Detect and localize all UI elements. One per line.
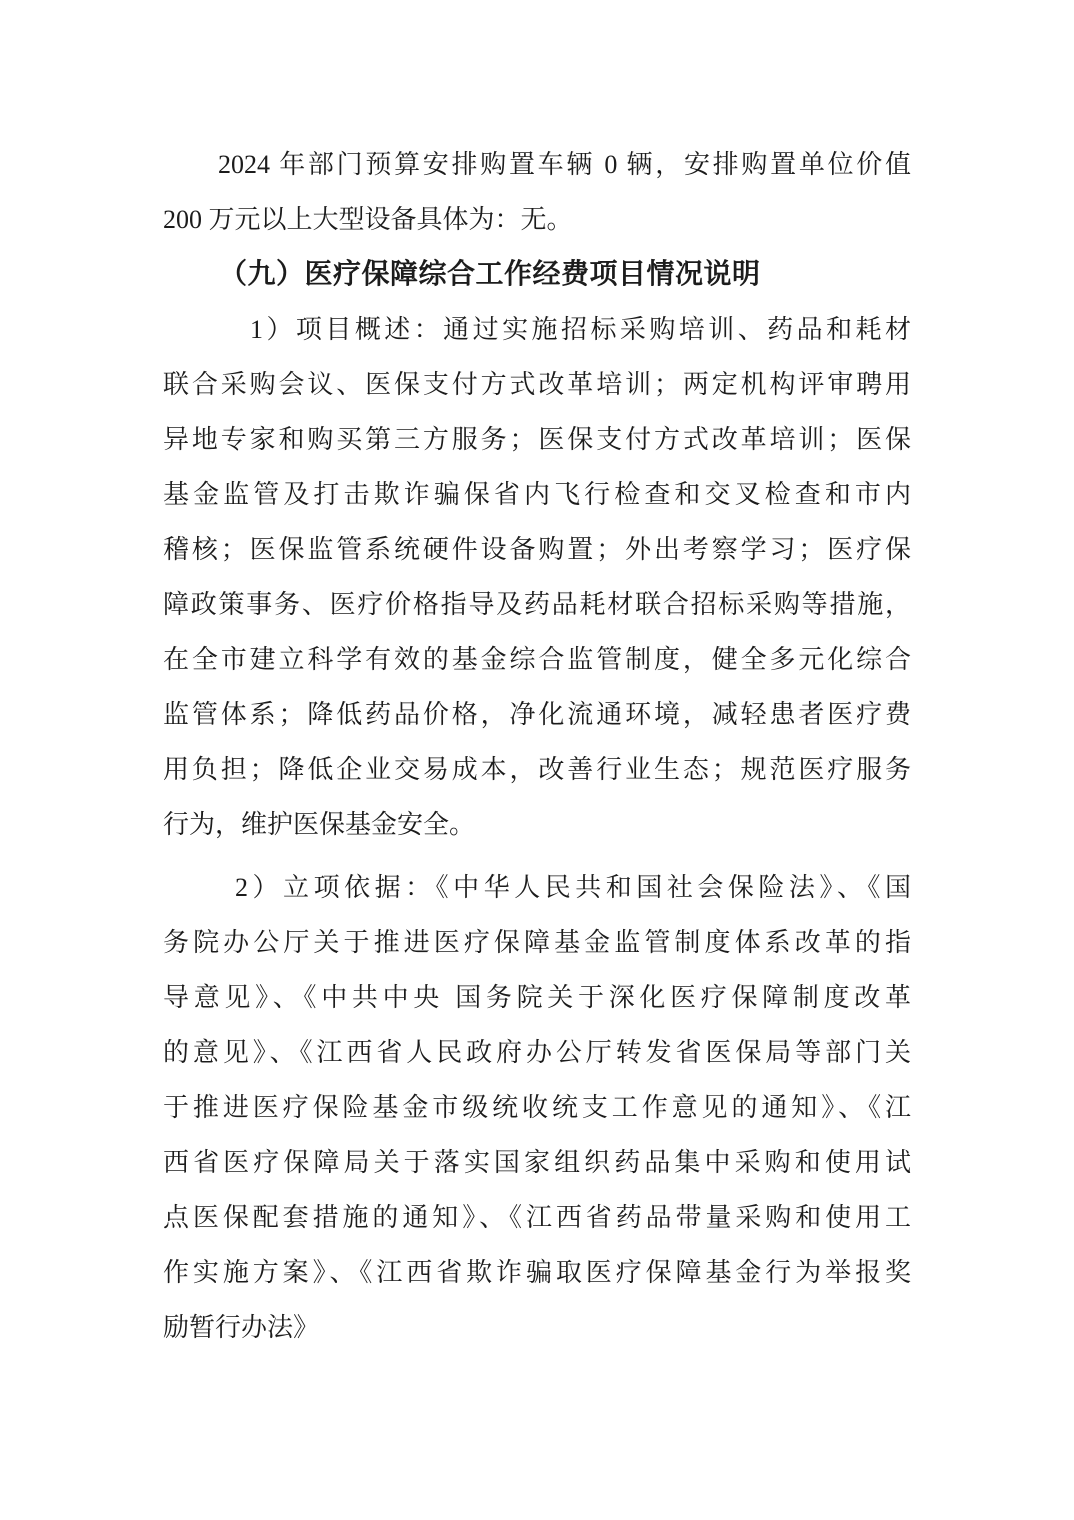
para-legal-basis-line-1: 2）立项依据：《中华人民共和国社会保险法》、《国 [235, 873, 911, 902]
para-vehicle-equipment-line-1: 2024 年部门预算安排购置车辆 0 辆，安排购置单位价值 [218, 150, 911, 179]
para-legal-basis-line-8: 作实施方案》、《江西省欺诈骗取医疗保障基金行为举报奖 [163, 1258, 911, 1287]
document-body [163, 137, 911, 1355]
para-project-overview-line-7: 在全市建立科学有效的基金综合监管制度，健全多元化综合 [163, 645, 911, 674]
para-project-overview-line-8: 监管体系；降低药品价格，净化流通环境，减轻患者医疗费 [163, 700, 911, 729]
para-project-overview-line-1: 1）项目概述：通过实施招标采购培训、药品和耗材 [250, 315, 911, 344]
para-project-overview-line-2: 联合采购会议、医保支付方式改革培训；两定机构评审聘用 [163, 370, 911, 399]
para-legal-basis-line-2: 务院办公厅关于推进医疗保障基金监管制度体系改革的指 [163, 928, 911, 957]
para-legal-basis-line-7: 点医保配套措施的通知》、《江西省药品带量采购和使用工 [163, 1203, 911, 1232]
para-project-overview-line-5: 稽核；医保监管系统硬件设备购置；外出考察学习；医疗保 [163, 535, 911, 564]
para-legal-basis-line-4: 的意见》、《江西省人民政府办公厅转发省医保局等部门关 [163, 1038, 911, 1067]
para-project-overview-line-3: 异地专家和购买第三方服务；医保支付方式改革培训；医保 [163, 425, 911, 454]
para-project-overview-line-9: 用负担；降低企业交易成本，改善行业生态；规范医疗服务 [163, 755, 911, 784]
para-legal-basis-line-3: 导意见》、《中共中央 国务院关于深化医疗保障制度改革 [163, 983, 911, 1012]
para-project-overview [163, 302, 911, 852]
para-legal-basis-line-5: 于推进医疗保险基金市级统收统支工作意见的通知》、《江 [163, 1093, 911, 1122]
para-vehicle-equipment-line-2: 200 万元以上大型设备具体为：无。 [163, 205, 573, 234]
para-project-overview-line-6: 障政策事务、医疗价格指导及药品耗材联合招标采购等措施， [163, 590, 911, 619]
para-vehicle-equipment [163, 137, 911, 247]
heading-section-nine [163, 247, 911, 302]
para-legal-basis [163, 860, 911, 1355]
para-legal-basis-line-9: 励暂行办法》 [163, 1313, 320, 1342]
heading-section-nine-line-1: （九）医疗保障综合工作经费项目情况说明 [219, 259, 761, 290]
para-project-overview-line-4: 基金监管及打击欺诈骗保省内飞行检查和交叉检查和市内 [163, 480, 911, 509]
para-project-overview-line-10: 行为，维护医保基金安全。 [163, 810, 476, 839]
para-legal-basis-line-6: 西省医疗保障局关于落实国家组织药品集中采购和使用试 [163, 1148, 911, 1177]
